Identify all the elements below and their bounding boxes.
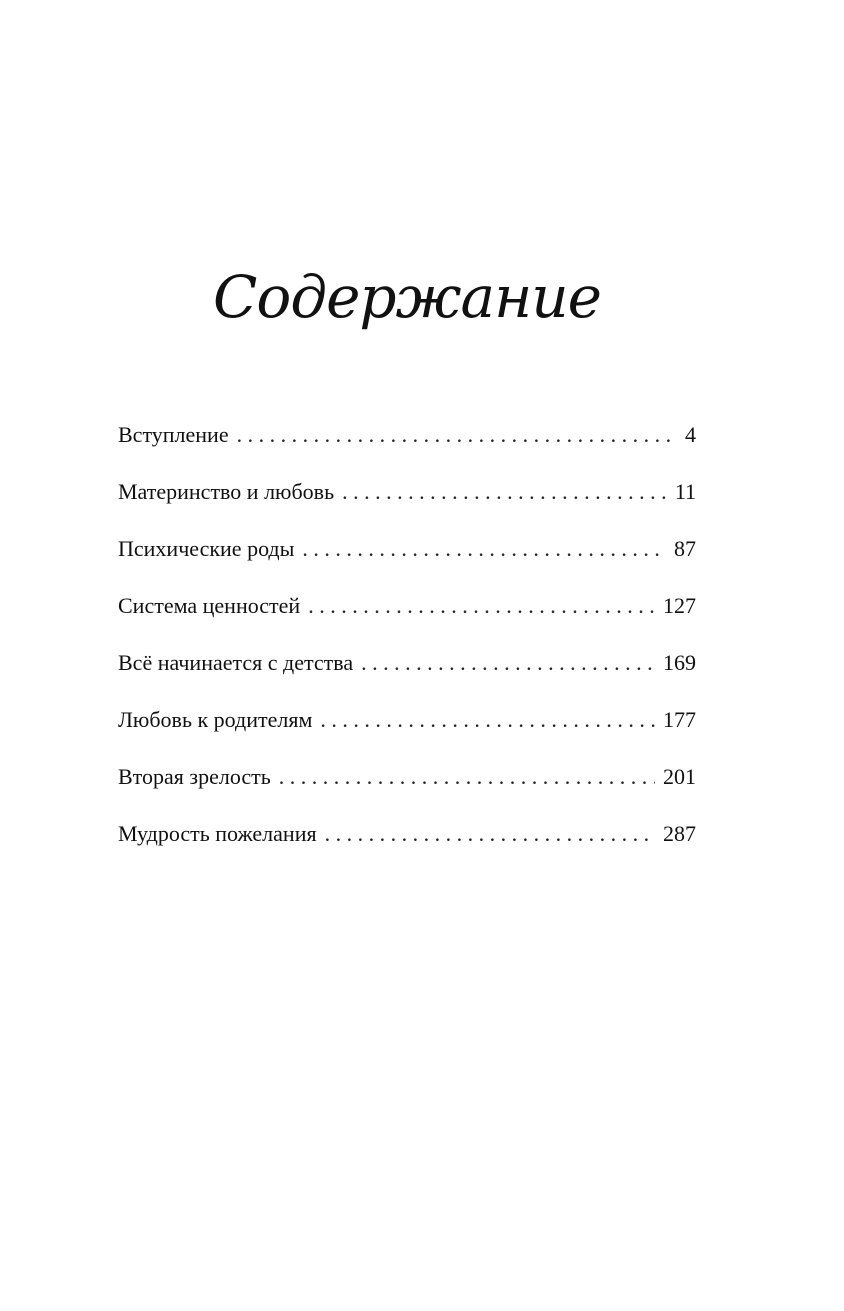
- dot-leader: [237, 416, 677, 454]
- toc-entry-page: 87: [674, 536, 696, 561]
- table-of-contents: [118, 416, 696, 872]
- toc-entry-page: 4: [685, 422, 696, 447]
- toc-entry-label: Любовь к родителям: [118, 707, 313, 732]
- page-title: Содержание: [213, 263, 601, 331]
- toc-entry[interactable]: [118, 587, 696, 644]
- toc-entry[interactable]: [118, 644, 696, 701]
- toc-entry-label: Вторая зрелость: [118, 764, 271, 789]
- dot-leader: [279, 758, 655, 796]
- toc-entry-label: Всё начинается с детства: [118, 650, 354, 675]
- toc-entry-page: 127: [663, 593, 696, 618]
- dot-leader: [320, 701, 655, 739]
- toc-entry[interactable]: [118, 758, 696, 815]
- toc-entry-label: Материнство и любовь: [118, 479, 335, 504]
- toc-entry-page: 11: [674, 479, 696, 504]
- toc-entry-label: Вступление: [118, 422, 229, 447]
- toc-entry-page: 287: [663, 821, 696, 846]
- dot-leader: [308, 587, 655, 625]
- toc-entry[interactable]: [118, 473, 696, 530]
- dot-leader: [302, 530, 666, 568]
- toc-entry-page: 169: [663, 650, 696, 675]
- toc-entry-label: Психические роды: [118, 536, 295, 561]
- toc-entry[interactable]: [118, 815, 696, 872]
- toc-entry-label: Мудрость пожелания: [118, 821, 317, 846]
- dot-leader: [325, 815, 655, 853]
- toc-entry-label: Система ценностей: [118, 593, 301, 618]
- toc-entry-page: 201: [663, 764, 696, 789]
- toc-entry-page: 177: [663, 707, 696, 732]
- toc-entry[interactable]: [118, 416, 696, 473]
- dot-leader: [361, 644, 655, 682]
- toc-entry[interactable]: [118, 701, 696, 758]
- dot-leader: [342, 473, 667, 511]
- toc-entry[interactable]: [118, 530, 696, 587]
